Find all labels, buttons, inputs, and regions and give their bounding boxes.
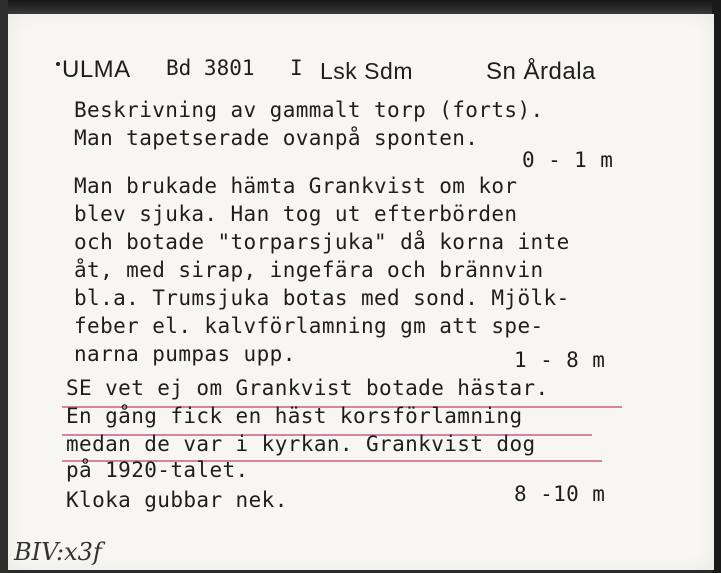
scan-edge-top <box>0 0 721 14</box>
district-code: Lsk Sdm <box>320 58 413 84</box>
punch-dot <box>56 62 60 66</box>
text-line: åt, med sirap, ingefära och brännvin <box>74 258 544 282</box>
text-line: feber el. kalvförlamning gm att spe- <box>74 314 544 338</box>
parish-name: Sn Årdala <box>486 58 596 85</box>
archive-code: ULMA <box>62 56 131 83</box>
text-line: En gång fick en häst korsförlamning <box>66 404 523 428</box>
handwritten-annotation: BIV:x3f <box>14 538 102 566</box>
reference-range: 0 - 1 m <box>522 148 614 172</box>
text-line: blev sjuka. Han tog ut efterbörden <box>74 202 518 226</box>
reference-range: 1 - 8 m <box>514 348 606 372</box>
text-line: Kloka gubbar nek. <box>66 488 288 512</box>
text-line: Man brukade hämta Grankvist om kor <box>74 174 518 198</box>
text-line: och botade "torparsjuka" då korna inte <box>74 230 570 254</box>
text-line: bl.a. Trumsjuka botas med sond. Mjölk- <box>74 286 570 310</box>
text-line: Man tapetserade ovanpå sponten. <box>74 126 479 150</box>
roman-numeral: I <box>290 56 303 80</box>
scan-edge-left <box>0 0 8 573</box>
text-line: medan de var i kyrkan. Grankvist dog <box>66 432 536 456</box>
text-line: SE vet ej om Grankvist botade hästar. <box>66 376 549 400</box>
volume-number: Bd 3801 <box>166 56 255 80</box>
text-line: på 1920-talet. <box>66 458 249 482</box>
text-line: narna pumpas upp. <box>74 342 296 366</box>
reference-range: 8 -10 m <box>514 482 606 506</box>
text-line: Beskrivning av gammalt torp (forts). <box>74 98 544 122</box>
index-card <box>8 14 714 570</box>
